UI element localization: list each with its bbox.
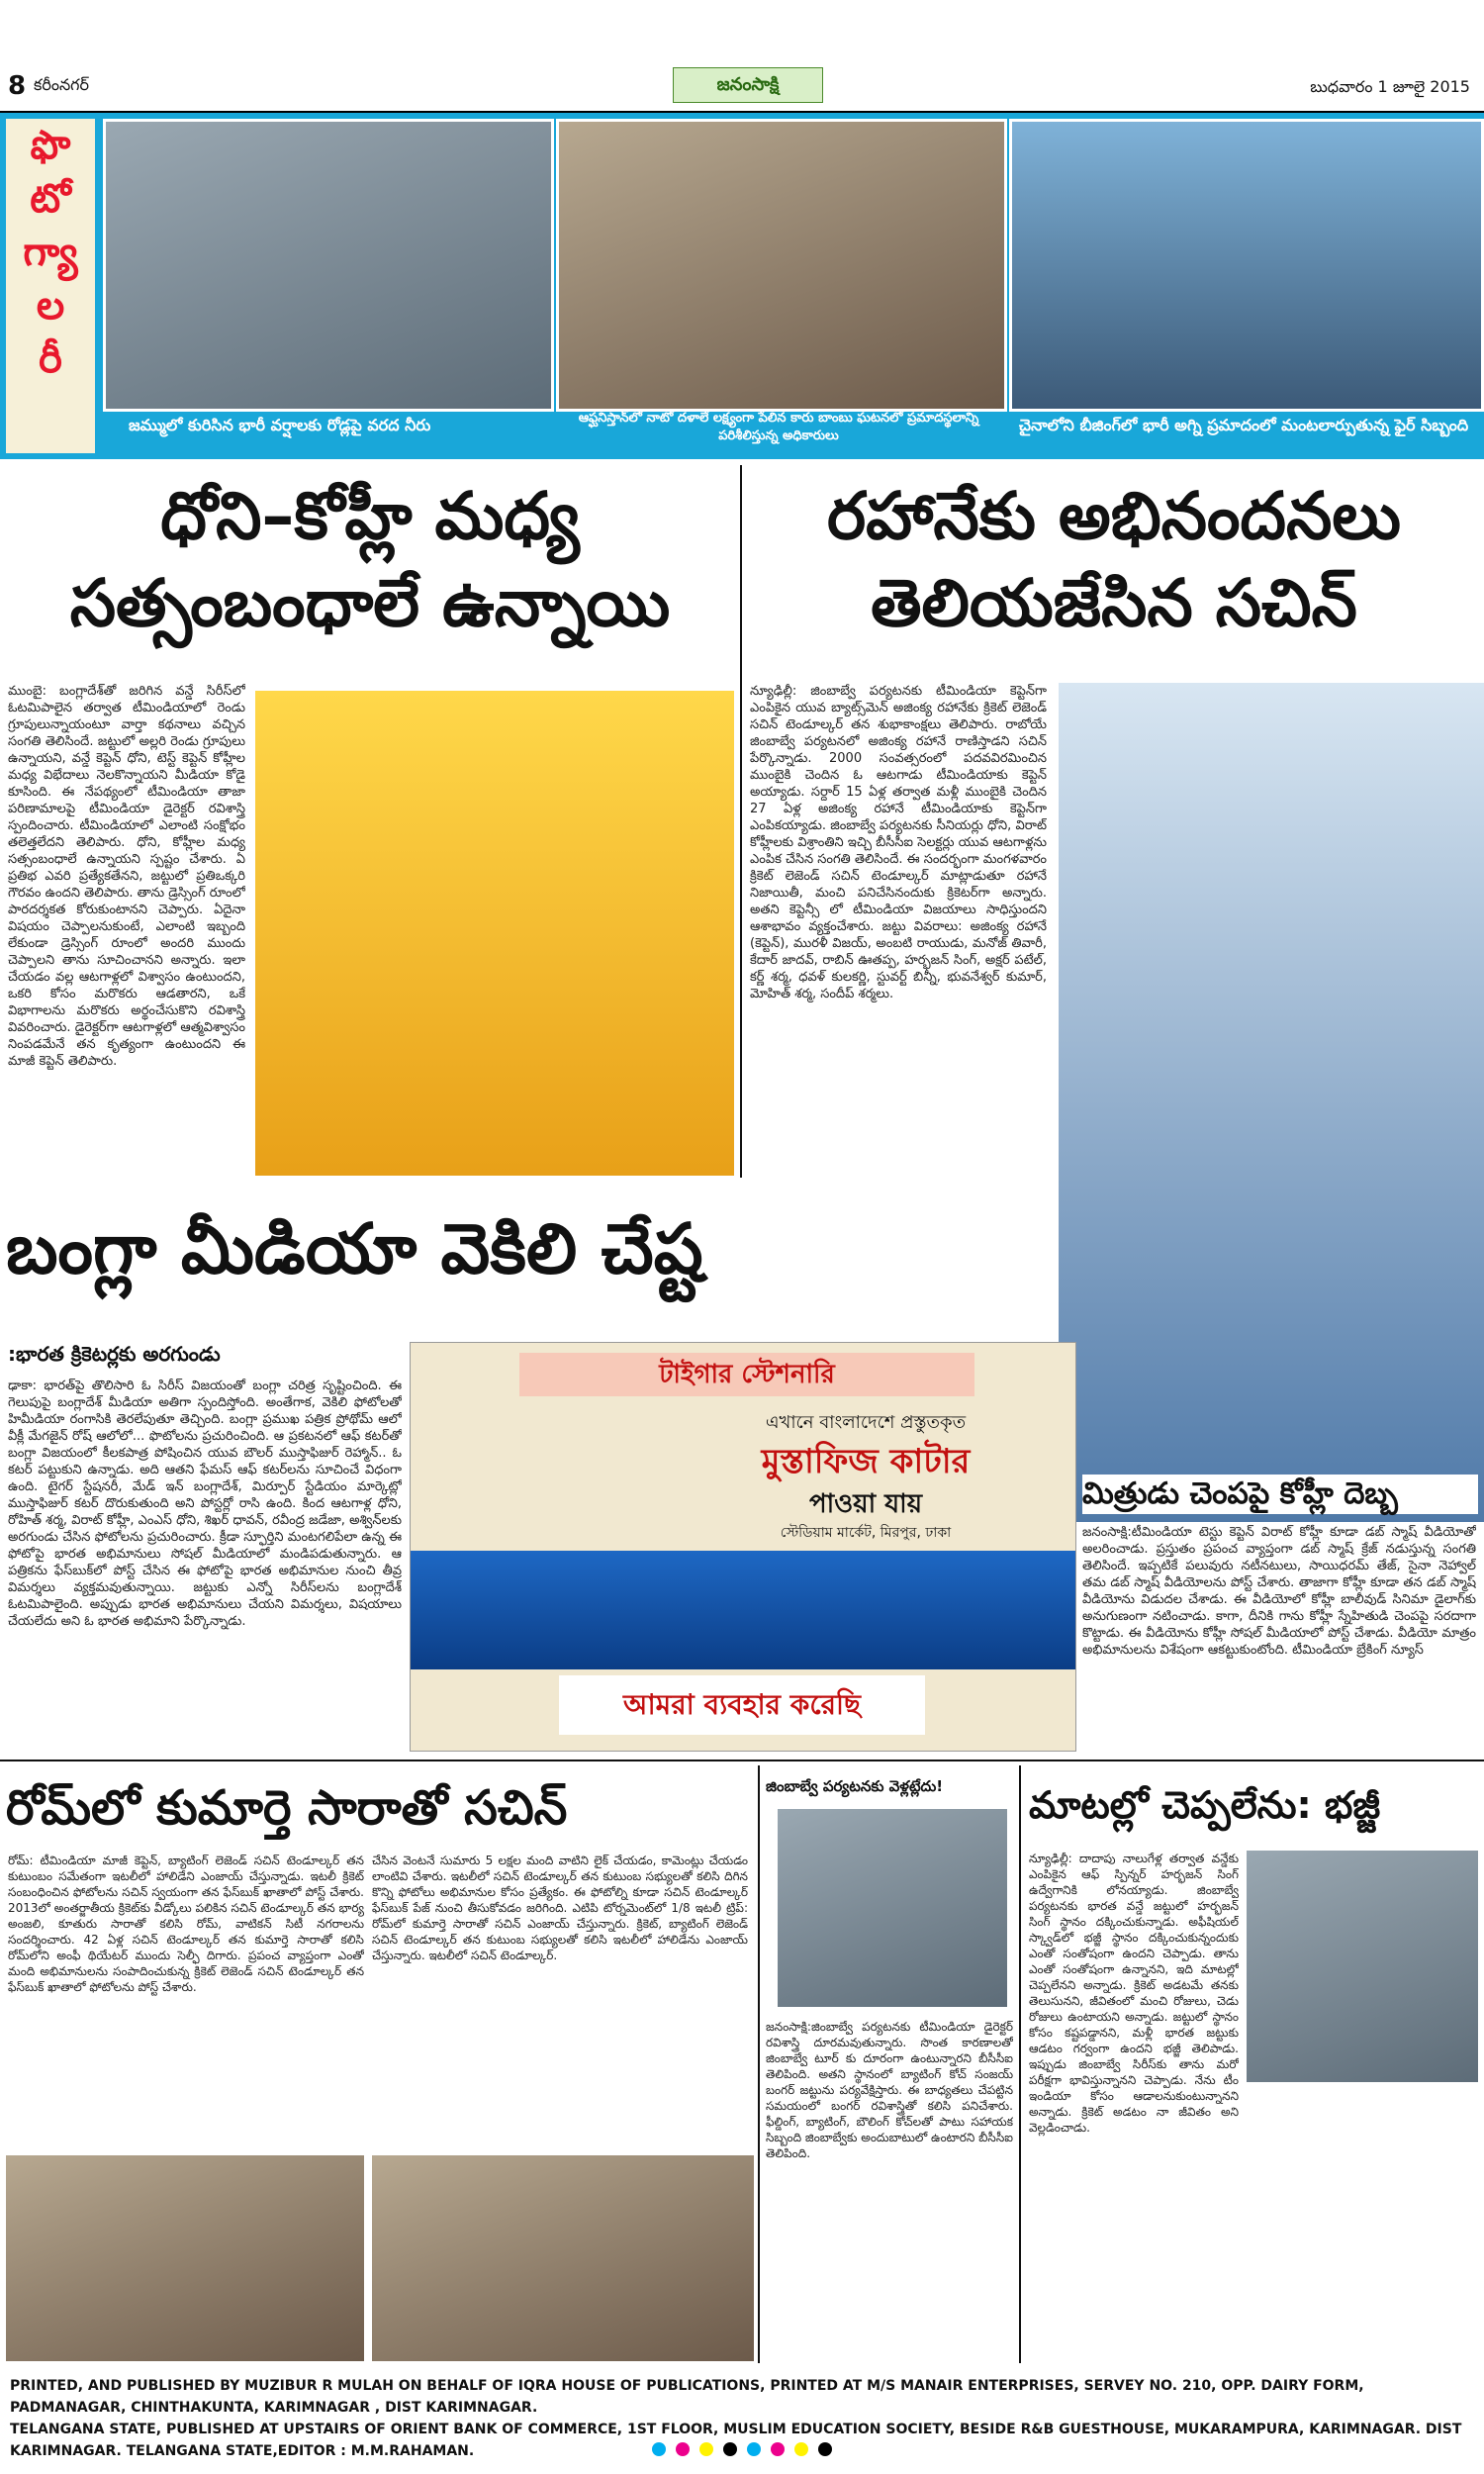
gallery-label-char: ఫొ xyxy=(30,123,71,168)
rahane-photo xyxy=(1059,683,1484,1522)
car-bomb-photo xyxy=(556,119,1007,412)
harbhajan-photo xyxy=(1247,1851,1478,2082)
poster-line: মুস্তাফিজ কাটার xyxy=(761,1442,971,1481)
poster-bottom-banner: আমরা ব্যবহার করেছি xyxy=(559,1675,925,1735)
story-headline xyxy=(744,473,1484,647)
story-headline: రోమ్‌లో కుమార్తె సారాతో సచిన్ xyxy=(6,1780,568,1836)
photo-caption: జమ్ములో కురిసిన భారీ వర్షాలకు రోడ్లపై వరద నీరు xyxy=(129,416,431,434)
column-divider xyxy=(740,465,742,1178)
headline-line: రహానేకు అభినందనలు xyxy=(827,478,1401,554)
story-body: చేసిన వెంటనే సుమారు 5 లక్షల మంది వాటిని లైక్ చేయడం, కామెంట్లు చేయడం లాంటివి చేశారు. ఇటలీలో సచిన్ టెండూల్కర్ తన కుటుంబ సభ్యులతో కలిసి దిగిన కొన్ని ఫోటోలు అభిమానుల కోసం ప్రత్యేకం. ఈ ఫోటోల్ని కూడా సచిన్ టెండూల్కర్ ఫేస్‌బుక్ పేజ్ నుంచి తీసుకోవడం జరిగింది. ఎటిపి టోర్నమెంట్‌లో 1/8 ఇటలీ ట్రిప్: రోమ్‌లో కుమార్తె సారాతో సచిన్ ఎంజాయ్ చేస్తున్నారు. క్రికెట్, బ్యాటింగ్ లెజెండ్ సచిన్ టెండూల్కర్ తన కుటుంబ సభ్యులతో కలిసి ఇటలీలో హాలిడేను ఎంజాయ్ చేస్తున్నారు. ఇటలీలో సచిన్ టెండూల్కర్. xyxy=(372,1854,748,1962)
photo-caption: చైనాలోని బీజింగ్‌లో భారీ అగ్ని ప్రమాదంలో మంటలార్పుతున్న ఫైర్ సిబ్బంది xyxy=(1018,416,1469,434)
column-divider xyxy=(1019,1765,1021,2363)
fire-photo xyxy=(1009,119,1484,412)
story-subhead: :భారత క్రికెటర్లకు అరగుండు xyxy=(8,1342,221,1366)
gallery-label-char: టో xyxy=(30,176,71,222)
story-headline: మాటల్లో చెప్పలేను: భజ్జీ xyxy=(1029,1783,1381,1827)
issue-date: బుధవారం 1 జూలై 2015 xyxy=(1310,77,1470,96)
gallery-label-char: ల xyxy=(36,283,65,329)
story-headline xyxy=(0,473,740,647)
registration-dot xyxy=(676,2442,690,2456)
story-body: న్యూఢిల్లీ: దాదాపు నాలుగేళ్ల తర్వాత వన్డేకు ఎంపికైన ఆఫ్ స్పిన్నర్ హర్భజన్ సింగ్ ఉద్వేగానికి లోనయ్యాడు. జింబాబ్వే పర్యటనకు భారత వన్డే జట్టులో హర్భజన్ సింగ్ స్థానం దక్కించుకున్నాడు. అఫీషియల్ స్క్వాడ్‌లో భజ్జీ స్థానం దక్కించుకున్నందుకు ఎంతో సంతోషంగా ఉందని చెప్పాడు. తాను ఎంతో సంతోషంగా ఉన్నానని, ఇది మాటల్లో చెప్పలేనని అన్నాడు. క్రికెట్ అడటమే తనకు తెలుసునని, జీవితంలో మంచి రోజులు, చెడు రోజులు ఉంటాయని అన్నాడు. జట్టులో స్థానం కోసం కష్టపడ్డానని, మళ్లీ భారత జట్టుకు ఆడటం గర్వంగా ఉందని భజ్జీ తెలిపాడు. ఇప్పుడు జింబాబ్వే సిరీస్‌కు తాను మరో పరీక్షగా భావిస్తున్నానని చెప్పాడు. నేను టీం ఇండియా కోసం ఆడాలనుకుంటున్నానని అన్నాడు. క్రికెట్ అడటం నా జీవితం అని వెల్లడించాడు. xyxy=(1029,1852,1239,2135)
imprint-line: PRINTED, AND PUBLISHED BY MUZIBUR R MULAH ON BEHALF OF IQRA HOUSE OF PUBLICATIONS, PRINTED AT M/S MANAIR ENTERPRISES, SERVEY NO. 210, OPP. DAIRY FORM, PADMANAGAR, CHINTHAKUNTA, KARIMNAGAR , DIST KARIMNAGAR. xyxy=(10,2378,1364,2416)
gallery-label-char: గ్యా xyxy=(23,230,78,275)
registration-dot xyxy=(747,2442,761,2456)
story-body: ఢాకా: భారత్‌పై తొలిసారి ఓ సిరీస్ విజయంతో బంగ్లా చరిత్ర సృష్టించింది. ఈ గెలుపుపై బంగ్లాదేశ్ మీడియా అతిగా స్పందిస్తోంది. అంతేగాక, వెకిలి ఫోటోలతో హిమీడియా రంగాసికి తెరలేపుతూ తెచ్చింది. బంగ్లా ప్రముఖ పత్రిక ప్రోథోమ్ ఆలో వీక్లీ మేగజైన్ రోష్ ఆలోలో... ఫొటోలను ప్రచురించింది. ఆ ప్రకటనలో ఆఫ్ కటర్‌తో బంగ్లా విజయంలో కీలకపాత్ర పోషించిన యువ బౌలర్ ముస్తాఫిజుర్ రెహ్మాన్.. ఓ కటర్ పట్టుకుని ఉన్నాడు. అది ఆతని ఫేమస్ ఆఫ్ కటర్‌లను సూచించే విధంగా ఉంది. టైగర్ స్టేషనరీ, మేడ్ ఇన్ బంగ్లాదేశ్, మిర్పూర్ స్టేడియం మార్కెట్లో ముస్తాఫిజుర్ కటర్ దొరుకుతుంది అని పోస్టర్లో రాసి ఉంది. కింద ఆటగాళ్ల ధోని, రోహిత్ శర్మ, విరాట్ కోహ్లీ, ఎంఎస్ ధోని, శిఖర్ ధావన్, రవీంద్ర జడేజా, అశ్విన్‌లకు అరగుండు చేసిన ఫోటోలను ప్రచురించారు. క్రీడా స్ఫూర్తిని మంటగలిపేలా ఉన్న ఈ ఫోటోపై భారత అభిమానులు సోషల్ మీడియాలో మండిపడుతున్నారు. ఆ పత్రికను ఫేస్‌బుక్‌లో పోస్ట్ చేసిన ఈ ఫోటోపై భారత అభిమానుల నుంచి తీవ్ర విమర్శలు వ్యక్తమవుతున్నాయి. జట్టుకు ఎన్నో సిరీస్‌లను బంగ్లాదేశ్ ఓటమిపాలైంది. అప్పుడు భారత అభిమానులు చేయని విమర్శలు, విషయాలు చేయలేదు అని ఓ భారత అభిమాని పేర్కొన్నాడు. xyxy=(8,1379,402,1629)
story-body: జనంసాక్షి:టీమిండియా టెస్టు కెప్టెన్ విరాట్ కోహ్లీ కూడా డబ్ స్మాష్ వీడియోతో అలరించాడు. ప్రస్తుతం ప్రపంచ వ్యాప్తంగా డబ్ స్మాష్ క్రేజ్ నడుస్తున్న సంగతి తెలిసిందే. ఇప్పటికే పలువురు నటీనటులు, సాయిధరమ్ తేజ్, సైనా నెహ్వాల్ తమ డబ్ స్మాష్ వీడియోలను పోస్ట్ చేశారు. తాజాగా కోహ్లీ కూడా తన డబ్ స్మాష్ వీడియోను విడుదల చేశాడు. ఈ వీడియోలో కోహ్లీ బాలీవుడ్ సినిమా డైలాగ్‌కు అనుగుణంగా నటించాడు. కాగా, దీనికి గాను కోహ్లీ స్నేహితుడి చెంపపై సరదాగా కొట్టాడు. ఈ వీడియోను కోహ్లీ సోషల్ మీడియాలో పోస్ట్ చేశాడు. వీడియో మాత్రం అభిమానులను విశేషంగా ఆకట్టుకుంటోంది. టీమిండియా బ్రేకింగ్ న్యూస్ xyxy=(1082,1525,1476,1658)
edition-city: కరీంనగర్ xyxy=(34,75,90,94)
poster-line: পাওয়া যায় xyxy=(808,1489,923,1519)
poster-line: স্টেডিয়াম মার্কেট, মিরপুর, ঢাকা xyxy=(780,1525,952,1541)
flood-photo xyxy=(103,119,554,412)
photo-gallery xyxy=(0,113,1484,459)
bangla-poster xyxy=(410,1342,1076,1752)
story-body: ముంబై: బంగ్లాదేశ్‌తో జరిగిన వన్డే సిరీస్‌లో ఓటమిపాలైన తర్వాత టీమిండియాలో రెండు గ్రూపులున్నాయంటూ వార్తా కథనాలు వచ్చిన సంగతి తెలిసిందే. జట్టులో అల్లరి రెండు గ్రూపులు ఉన్నాయని, వన్డే కెప్టెన్ ధోని, టెస్ట్ కెప్టెన్ కోహ్లీల మధ్య విభేదాలు నెలకొన్నాయని మీడియా కోడై కూసింది. ఈ నేపథ్యంలో టీమిండియా తాజా పరిణామాలపై టీమిండియా డైరెక్టర్ రవిశాస్త్రి స్పందించారు. టీమిండియాలో ఎలాంటి సంక్షోభం తలెత్తలేదని తెలిపారు. ధోని, కోహ్లీల మధ్య సత్సంబంధాలే ఉన్నాయని స్పష్టం చేశారు. ఏ ప్రతిభ ఎవరి ప్రత్యేకతేనని, జట్టులో ప్రతిఒక్కరి గౌరవం ఉందని తెలిపారు. తాను డ్రెస్సింగ్ రూంలో పారదర్శకత కోరుకుంటానని చెప్పారు. ఏదైనా విషయం చెప్పాలనుకుంటే, ఎలాంటి ఇబ్బంది లేకుండా డ్రెస్సింగ్ రూంలో అందరి ముందు చెప్పాలని తాను సూచించానని అన్నారు. ఇలా చేయడం వల్ల ఆటగాళ్లలో విశ్వాసం ఉంటుందని, ఒకరి కోసం మరొకరు ఆడతారని, ఒకే విభాగాలను మరొకరు అర్థంచేసుకొని రవిశాస్త్రి వివరించారు. డైరెక్టర్‌గా ఆటగాళ్లలో ఆత్మవిశ్వాసం నింపడమేనే తన కృత్యంగా ఉంటుందని ఈ మాజీ కెప్టెన్ తెలిపారు. xyxy=(8,684,245,1069)
logo: జనంసాక్షి xyxy=(673,67,823,103)
poster-banner: টাইগার স্টেশনারি xyxy=(519,1353,974,1396)
page-number: 8 xyxy=(8,71,27,101)
photo-caption: ఆఫ్ఘనిస్తాన్‌లో నాటో దళాలే లక్ష్యంగా పేలిన కారు బాంబు ఘటనలో ప్రమాదస్థలాన్ని పరిశీలిస్తున్న అధికారులు xyxy=(578,411,979,443)
ravi-shastri-photo xyxy=(255,691,734,1176)
headline-line: తెలియజేసిన సచిన్ xyxy=(871,565,1357,641)
gallery-label-char: రీ xyxy=(39,336,62,382)
registration-dot xyxy=(652,2442,666,2456)
imprint-line: TELANGANA STATE, PUBLISHED AT UPSTAIRS OF ORIENT BANK OF COMMERCE, 1ST FLOOR, MUSLIM EDUCATION SOCIETY, BESIDE R&B GUESTHOUSE, MUKARAMPURA, KARIMNAGAR. DIST KARIMNAGAR. TELANGANA STATE,EDITOR : M.M.RAHAMAN. xyxy=(10,2422,1462,2459)
sachin-family-photo xyxy=(372,2155,754,2361)
headline-line: సత్సంబంధాలే ఉన్నాయి xyxy=(69,565,671,641)
imprint xyxy=(0,2369,1484,2459)
registration-dot xyxy=(699,2442,713,2456)
ravi-photo xyxy=(778,1809,1007,2007)
story-headline: మిత్రుడు చెంపపై కోహ్లీ దెబ్బ xyxy=(1082,1475,1478,1514)
gallery-label xyxy=(6,119,95,453)
section-divider xyxy=(0,1760,1484,1761)
column-divider xyxy=(758,1765,760,2363)
poster-line: এখানে বাংলাদেশে প্রস্তুতকৃত xyxy=(765,1412,967,1433)
story-body: న్యూఢిల్లీ: జింబాబ్వే పర్యటనకు టీమిండియా కెప్టెన్‌గా ఎంపికైన యువ బ్యాట్స్‌మెన్ అజింక్య రహానేకు క్రికెట్ లెజెండ్ సచిన్ టెండూల్కర్ తన శుభాకాంక్షలు తెలిపారు. రాబోయే జింబాబ్వే పర్యటనలో అజింక్య రహానే రాణిస్తాడని సచిన్ పేర్కొన్నాడు. 2000 సంవత్సరంలో పదవవిరమించిన ముంబైకి చెందిన ఓ ఆటగాడు టీమిండియాకు కెప్టెన్ అయ్యాడు. సర్దార్ 15 ఏళ్ల తర్వాత మళ్లీ ముంబైకి చెందిన 27 ఏళ్ల అజింక్య రహానే టీమిండియాకు కెప్టెన్‌గా ఎంపికయ్యాడు. జింబాబ్వే పర్యటనకు సీనియర్లు ధోని, విరాట్ కోహ్లీలకు విశ్రాంతిని ఇచ్చి బీసీసీఐ సెలక్టర్లు యువ ఆటగాళ్లను ఎంపిక చేసిన సంగతి తెలిసిందే. ఈ సందర్భంగా మంగళవారం క్రికెట్ లెజెండ్ సచిన్ టెండూల్కర్ మాట్లాడుతూ రహానే నిజాయితీ, మంచి పనిచేసినందుకు క్రికెటర్‌గా అన్నారు. అతని కెప్టెన్సీ లో టీమిండియా విజయాలు సాధిస్తుందని ఆశాభావం వ్యక్తంచేశారు. జట్టు వివరాలు: అజింక్య రహానే (కెప్టెన్), మురళీ విజయ్, అంబటి రాయుడు, మనోజ్ తివారీ, కేదార్ జాదవ్, రాబిన్ ఊతప్ప, హర్భజన్ సింగ్, అక్షర్ పటేల్, కర్ణ్ శర్మ, ధవళ్ కులకర్ణి, స్టువర్ట్ బిన్నీ, భువనేశ్వర్ కుమార్, మోహిత్ శర్మ, సందీప్ శర్మలు. xyxy=(750,684,1047,1001)
registration-dot xyxy=(723,2442,737,2456)
players-photo xyxy=(411,1551,1075,1669)
story-headline: బంగ్లా మీడియా వెకిలి చేష్ట xyxy=(6,1208,703,1289)
registration-dot xyxy=(794,2442,808,2456)
headline-line: ధోని–కోహ్లీ మధ్య xyxy=(160,478,580,554)
registration-dot xyxy=(818,2442,832,2456)
registration-dot xyxy=(771,2442,785,2456)
registration-marks xyxy=(0,2442,1484,2462)
story-body: జనంసాక్షి:జింబాబ్వే పర్యటనకు టీమిండియా డైరెక్టర్ రవిశాస్త్రి దూరమవుతున్నారు. సొంత కారణాలతో జింబాబ్వే టూర్ కు దూరంగా ఉంటున్నారని బీసీసీఐ తెలిపింది. అతని స్థానంలో బ్యాటింగ్ కోచ్ సంజయ్ బంగర్ జట్టును పర్యవేక్షిస్తారు. ఈ బాధ్యతలు చేపట్టిన సమయంలో బంగర్ రవిశాస్త్రితో కలిసి పనిచేశారు. ఫీల్డింగ్, బ్యాటింగ్, బౌలింగ్ కోచ్‌లతో పాటు సహాయక సిబ్బంది జింబాబ్వేకు అందుబాటులో ఉంటారని బీసీసీఐ తెలిపింది. xyxy=(766,2020,1013,2160)
sachin-selfie-photo xyxy=(6,2155,364,2361)
story-kicker: జింబాబ్వే పర్యటనకు వెళ్లట్లేదు! xyxy=(766,1777,944,1795)
story-body: రోమ్: టీమిండియా మాజీ కెప్టెన్, బ్యాటింగ్ లెజెండ్ సచిన్ టెండూల్కర్ తన కుటుంబం సమేతంగా ఇటలీలో హాలిడేని ఎంజాయ్ చేస్తున్నాడు. ఇటలీ క్రికెట్ సంబంధించిన ఫోటోలను సచిన్ స్వయంగా తన ఫేస్‌బుక్ ఖాతాలో పోస్ట్ చేశారు. 2013లో అంతర్జాతీయ క్రికెట్‌కు వీడ్కోలు పలికిన సచిన్ టెండూల్కర్ తన భార్య అంజలి, కూతురు సారాతో కలిసి రోమ్, వాటికన్ సిటీ నగరాలను సందర్శించారు. 42 ఏళ్ల సచిన్ టెండూల్కర్ తన కుమార్తె సారాతో కలిసి రోమ్‌లోని అంఫీ థియేటర్ ముందు సెల్ఫీ దిగారు. ప్రపంచ వ్యాప్తంగా ఎంతో మంది అభిమానులను సంపాదించుకున్న క్రికెట్ లెజెండ్ సచిన్ టెండూల్కర్ తన ఫేస్‌బుక్ ఖాతాలో ఫోటోలను పోస్ట్ చేశారు. xyxy=(8,1854,364,1994)
masthead xyxy=(0,61,1484,113)
